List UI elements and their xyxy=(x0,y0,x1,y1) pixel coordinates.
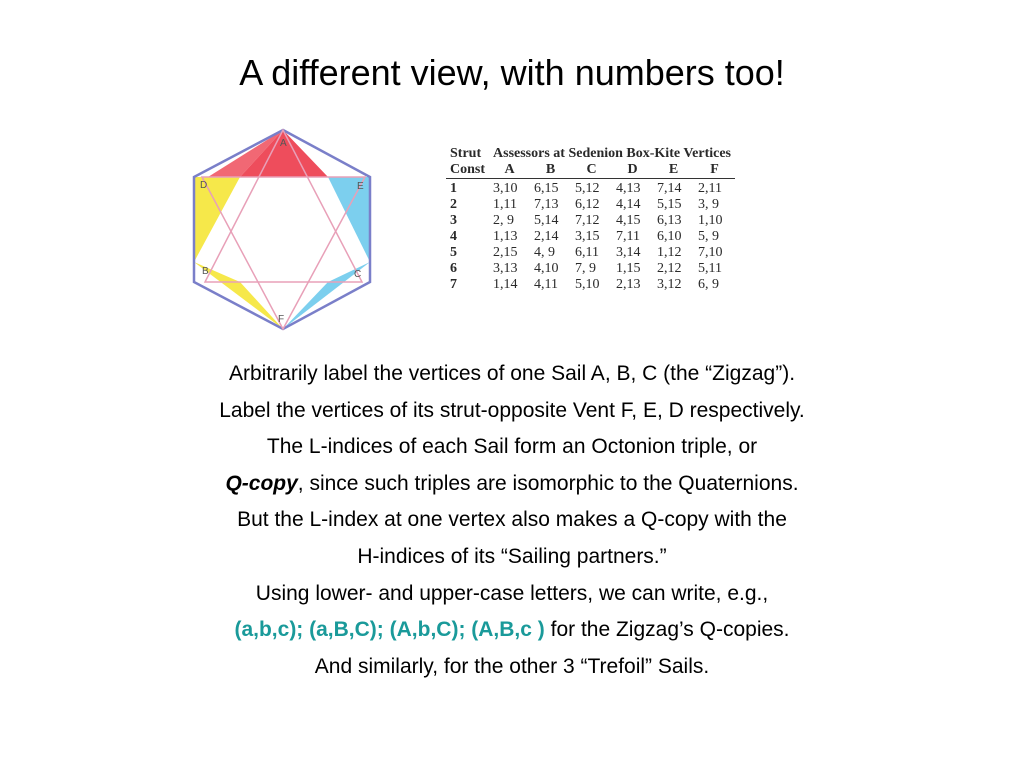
header-const: Const xyxy=(446,162,489,179)
body-line-9: And similarly, for the other 3 “Trefoil” Sails. xyxy=(314,654,710,678)
assessor-cell: 5,14 xyxy=(534,213,559,228)
box-kite-figure xyxy=(180,122,390,340)
assessor-cell: 6,15 xyxy=(534,181,559,196)
assessor-cell: 1,11 xyxy=(493,197,517,212)
vertex-label-a: A xyxy=(280,138,287,149)
header-col-b: B xyxy=(530,162,571,179)
assessor-cell: 4, 9 xyxy=(534,245,556,260)
assessor-cell: 1,14 xyxy=(493,277,518,292)
vertex-label-c: C xyxy=(354,269,362,280)
table-header-row-1 xyxy=(446,146,735,162)
body-line-8-rest: for the Zigzag’s Q-copies. xyxy=(544,618,790,642)
assessor-cell: 4,11 xyxy=(534,277,558,292)
strut-number: 5 xyxy=(450,245,457,260)
assessor-cell: 3,12 xyxy=(657,277,682,292)
strut-number: 4 xyxy=(450,229,457,244)
q-copy-term: Q-copy xyxy=(225,471,298,495)
strut-number: 1 xyxy=(450,181,457,196)
assessor-cell: 2, 9 xyxy=(493,213,515,228)
assessor-cell: 5,12 xyxy=(575,181,600,196)
assessor-cell: 1,10 xyxy=(698,213,723,228)
header-col-d: D xyxy=(612,162,653,179)
table-row xyxy=(446,245,735,261)
assessor-cell: 4,14 xyxy=(616,197,641,212)
assessor-cell: 4,10 xyxy=(534,261,559,276)
strut-number: 3 xyxy=(450,213,457,228)
assessor-cell: 2,12 xyxy=(657,261,682,276)
header-col-c: C xyxy=(571,162,612,179)
table-header-row-2 xyxy=(446,162,735,179)
assessor-cell: 5,15 xyxy=(657,197,682,212)
assessor-cell: 6,11 xyxy=(575,245,599,260)
assessor-cell: 5,11 xyxy=(698,261,722,276)
assessor-cell: 4,15 xyxy=(616,213,641,228)
q-copy-list: (a,b,c); (a,B,C); (A,b,C); (A,B,c ) xyxy=(234,618,545,642)
body-line-1: Arbitrarily label the vertices of one Sail A, B, C (the “Zigzag”). xyxy=(228,362,796,385)
assessor-cell: 7,14 xyxy=(657,181,682,196)
header-strut: Strut xyxy=(450,146,482,161)
header-col-f: F xyxy=(694,162,735,179)
strut-number: 7 xyxy=(450,277,457,292)
body-line-2: Label the vertices of its strut-opposite Vent F, E, D respectively. xyxy=(219,398,805,422)
body-line-6: H-indices of its “Sailing partners.” xyxy=(357,544,667,568)
vertex-label-b: B xyxy=(202,266,209,277)
body-line-4-rest: , since such triples are isomorphic to the Quaternions. xyxy=(297,471,799,495)
assessor-cell: 2,14 xyxy=(534,229,559,244)
body-line-4 xyxy=(0,466,1024,503)
strut-number: 2 xyxy=(450,197,457,212)
slide-title: A different view, with numbers too! xyxy=(239,52,785,93)
assessor-cell: 3, 9 xyxy=(698,197,720,212)
assessor-cell: 6,10 xyxy=(657,229,682,244)
body-line-7: Using lower- and upper-case letters, we can write, e.g., xyxy=(255,581,769,605)
strut-number: 6 xyxy=(450,261,457,276)
assessor-cell: 5,10 xyxy=(575,277,600,292)
header-col-e: E xyxy=(653,162,694,179)
assessor-cell: 1,12 xyxy=(657,245,682,260)
assessor-cell: 6,13 xyxy=(657,213,682,228)
table-row xyxy=(446,261,735,277)
assessor-cell: 2,15 xyxy=(493,245,518,260)
assessor-cell: 4,13 xyxy=(616,181,641,196)
table-body xyxy=(446,179,735,294)
assessor-cell: 3,13 xyxy=(493,261,518,276)
assessor-cell: 1,13 xyxy=(493,229,518,244)
table-row xyxy=(446,229,735,245)
assessor-table xyxy=(446,146,816,293)
assessor-cell: 5, 9 xyxy=(698,229,720,244)
assessor-cell: 2,11 xyxy=(698,181,722,196)
assessor-cell: 3,14 xyxy=(616,245,641,260)
table-row xyxy=(446,197,735,213)
assessor-cell: 6, 9 xyxy=(698,277,720,292)
assessor-cell: 3,10 xyxy=(493,181,518,196)
assessor-cell: 7,12 xyxy=(575,213,600,228)
body-text xyxy=(0,356,1024,685)
assessor-cell: 2,13 xyxy=(616,277,641,292)
assessor-cell: 7,13 xyxy=(534,197,559,212)
body-line-5: But the L-index at one vertex also makes a Q-copy with the xyxy=(237,508,787,532)
body-line-8 xyxy=(0,612,1024,649)
assessor-cell: 6,12 xyxy=(575,197,600,212)
table-row xyxy=(446,179,735,198)
assessor-cell: 3,15 xyxy=(575,229,600,244)
table-row xyxy=(446,277,735,293)
vertex-label-d: D xyxy=(200,180,208,191)
assessor-cell: 7,11 xyxy=(616,229,640,244)
header-col-a: A xyxy=(489,162,530,179)
vertex-label-f: F xyxy=(278,314,285,325)
table-row xyxy=(446,213,735,229)
assessor-cell: 1,15 xyxy=(616,261,641,276)
body-line-3: The L-indices of each Sail form an Octonion triple, or xyxy=(266,435,758,459)
assessor-cell: 7,10 xyxy=(698,245,723,260)
assessor-cell: 7, 9 xyxy=(575,261,597,276)
blue-sail xyxy=(328,177,370,262)
header-assessors: Assessors at Sedenion Box-Kite Vertices xyxy=(493,146,732,161)
vertex-label-e: E xyxy=(357,181,364,192)
